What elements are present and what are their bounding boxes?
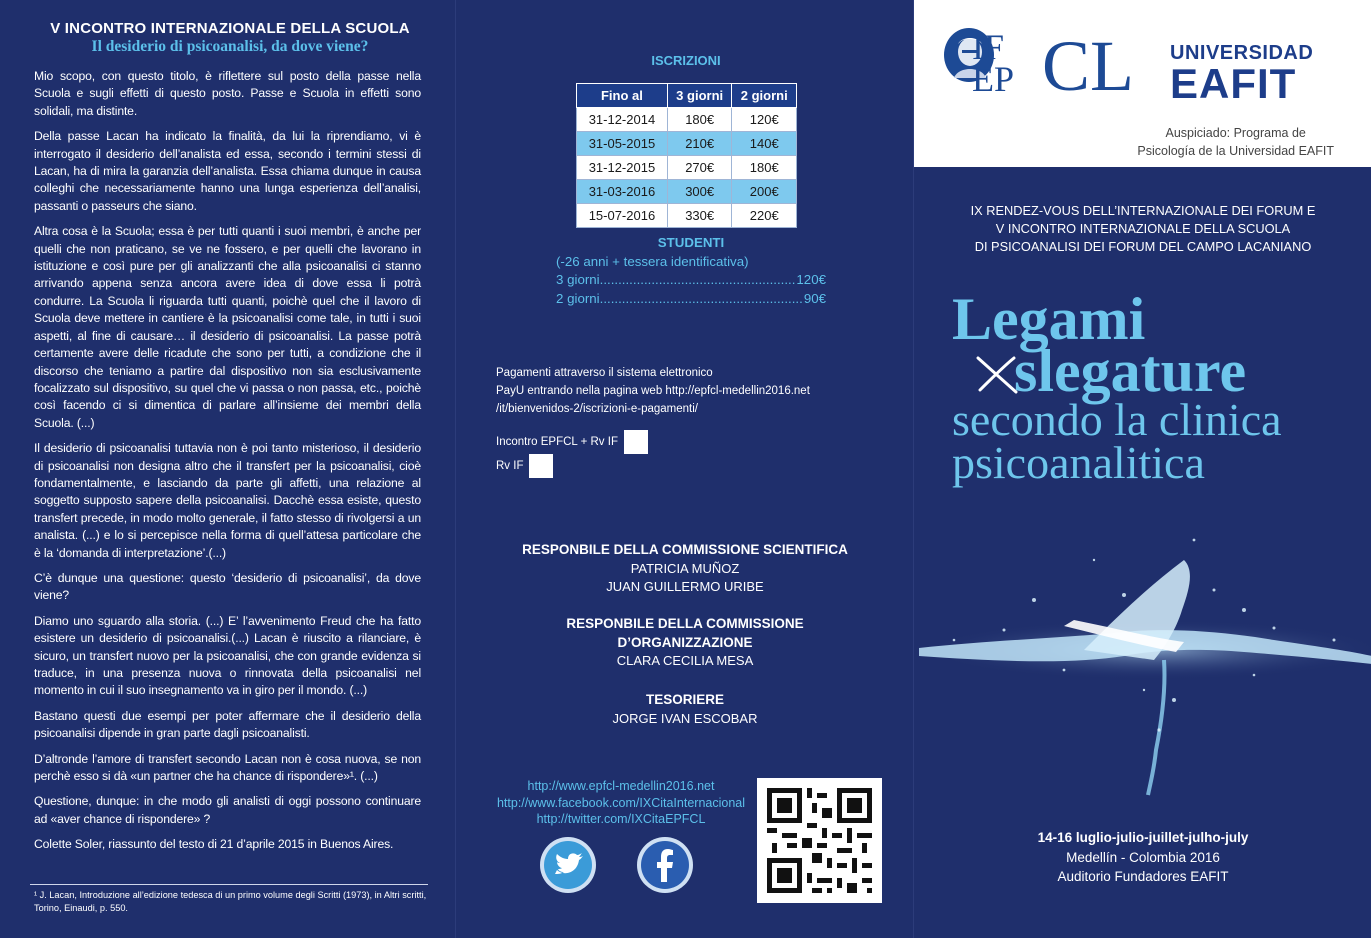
committee-member: JUAN GUILLERMO URIBE bbox=[606, 579, 764, 594]
rvif-checkbox[interactable] bbox=[529, 454, 553, 478]
studenti-note: (-26 anni + tessera identificativa) bbox=[556, 253, 749, 269]
paragraph: Diamo uno sguardo alla storia. (...) E’ l’avvenimento Freud che ha fatto esistere un desiderio di psicoanalisi.(...) Lacan è riuscito a rilanciare, è sicuro, un transfert nuovo per la psicoanalisi, che con grande evidenza si traduce, in una presenza nuova o rinnovata della psicoanalisi nel momento in cui il suo insegnamento va in giro per il mondo. (...) bbox=[34, 613, 421, 698]
studenti-price: 120€ bbox=[796, 272, 826, 287]
committee-member: CLARA CECILIA MESA bbox=[616, 653, 754, 668]
checkbox-label: Rv IF bbox=[496, 460, 524, 472]
table-cell: 15-07-2016 bbox=[577, 204, 668, 228]
checkbox-row-rvif bbox=[496, 454, 553, 478]
treasurer bbox=[456, 691, 914, 728]
middle-panel bbox=[455, 0, 913, 938]
water-splash-image bbox=[914, 500, 1371, 800]
studenti-label: 3 giorni bbox=[556, 272, 600, 287]
studenti-heading: STUDENTI bbox=[657, 235, 725, 250]
column-header: 3 giorni bbox=[667, 84, 732, 108]
event-description bbox=[914, 202, 1371, 256]
event-line: DI PSICOANALISI DEI FORUM DEL CAMPO LACANIANO bbox=[974, 239, 1312, 254]
sponsor-line: Psicología de la Universidad EAFIT bbox=[1137, 144, 1334, 158]
right-panel bbox=[913, 0, 1371, 938]
article-body bbox=[34, 68, 421, 862]
checkbox-row-incontro bbox=[496, 430, 648, 454]
facebook-icon[interactable] bbox=[636, 836, 694, 894]
scientific-committee bbox=[456, 541, 914, 597]
table-cell: 210€ bbox=[667, 132, 732, 156]
paragraph: Questione, dunque: in che modo gli analisti di oggi possono continuare ad «aver chance di rispondere» ? bbox=[34, 794, 421, 826]
paragraph: Della passe Lacan ha indicato la finalità, da lui la riprendiamo, vi è interrogato il desiderio dell’analista ed essa, secondo i termini stessi di Lacan, ha di mira la garanzia dell’analista. Essa chiama dunque in causa colleghi che necessariamente hanno una lunga esperienza dell’analisi, passanti o passeurs che siano. bbox=[34, 129, 421, 213]
twitter-icon[interactable] bbox=[539, 836, 597, 894]
table-row bbox=[577, 108, 797, 132]
sponsor-note bbox=[1137, 124, 1334, 160]
table-row bbox=[577, 180, 797, 204]
payment-line: /it/bienvenidos-2/iscrizioni-e-pagamenti/ bbox=[496, 403, 698, 415]
title-line-slegature bbox=[952, 338, 1282, 404]
paragraph: Mio scopo, con questo titolo, è riflettere sul posto della passe nella Scuola e sugli effetti di questo posto. Passe e Scuola in effetti sono solidali, ma distinte. bbox=[34, 69, 421, 118]
table-header-row bbox=[577, 84, 797, 108]
payment-info bbox=[496, 364, 876, 418]
payment-line: Pagamenti attraverso il sistema elettronico bbox=[496, 367, 713, 379]
table-row bbox=[577, 156, 797, 180]
committee-member: PATRICIA MUÑOZ bbox=[630, 560, 740, 576]
logo-cl-text: CL bbox=[1042, 26, 1135, 106]
paragraph: Bastano questi due esempi per poter affermare che il desiderio della psicoanalisi dipende in gran parte dagli psicoanalisti. bbox=[34, 708, 421, 741]
table-cell: 120€ bbox=[732, 108, 797, 132]
table-cell: 270€ bbox=[667, 156, 732, 180]
paragraph: Altra cosa è la Scuola; essa è per tutti quanti i suoi membri, è anche per quelli che non praticano, se ve ne fossero, e per quelli che lavorano in istituzione e così pure per gli analizzanti che alla psicoanalisi ci stanno arrivando appena senza ancora avere idea di dove essa li potrà condurre. La Scuola li riguarda tutti quanti, poichè quel che il lavoro di Scuola deve mettere in cantiere è la psicoanalisi come tale, in tutti i suoi aspetti, al fine di causare… il desiderio di psicoanalisi. La passe potrà certamente avere delle ricadute che sono per tutti, a condizione che il discorso che teniamo a partire dal dispositivo non sia esclusivamente focalizzato sul dispositivo, su quel che vi passa o non passa, etc., poichè così facendo ci si dimentica di parlare all’insieme dei membri della Scuola. (...) bbox=[34, 224, 421, 430]
table-cell: 330€ bbox=[667, 204, 732, 228]
footnote: ¹ J. Lacan, Introduzione all’edizione tedesca di un primo volume degli Scritti (1973), in Altri scritti, Torino, Einaudi, p. 550. bbox=[34, 890, 427, 913]
table-cell: 180€ bbox=[667, 108, 732, 132]
table-row bbox=[577, 132, 797, 156]
organization-committee bbox=[456, 615, 914, 671]
committee-heading: RESPONBILE DELLA COMMISSIONE SCIENTIFICA bbox=[522, 542, 848, 557]
table-cell: 300€ bbox=[667, 180, 732, 204]
cross-mark-icon bbox=[974, 352, 1020, 396]
paragraph: Il desiderio di psicoanalisi tuttavia non è poi tanto misterioso, il desiderio di psicoanalisi non designa altro che il transfert per la psicoanalisi, cioè fondamentalmente, e lasciando da parte gli affetti, una relazione al soggetto supposto sapere della psicoanalisi. Dacchè essa esiste, questo transfert precede, in modo molto generale, il fatto stesso di rivolgersi a un analista. (...) e lo si percepisce nella forma di quell’attesa particolare che è la ‘domanda di interpretazione’.(...) bbox=[34, 441, 421, 560]
website-link[interactable]: http://www.epfcl-medellin2016.net bbox=[527, 779, 715, 793]
studenti-section bbox=[556, 234, 826, 308]
event-line: IX RENDEZ-VOUS DELL’INTERNAZIONALE DEI FORUM E bbox=[970, 203, 1316, 218]
column-header: Fino al bbox=[577, 84, 668, 108]
sponsor-line: Auspiciado: Programa de bbox=[1165, 126, 1306, 140]
table-cell: 31-05-2015 bbox=[577, 132, 668, 156]
paragraph: D’altronde l’amore di transfert secondo Lacan non è cosa nuova, se non perchè esso si dà «un partner che ha chance di rispondere»¹. (...) bbox=[34, 751, 421, 784]
studenti-label: 2 giorni bbox=[556, 290, 600, 306]
treasurer-heading: TESORIERE bbox=[645, 692, 724, 707]
table-cell: 31-12-2014 bbox=[577, 108, 668, 132]
event-venue: Auditorio Fundadores EAFIT bbox=[1057, 869, 1229, 884]
article-subtitle: Il desiderio di psicoanalisi, da dove viene? bbox=[91, 38, 369, 55]
title-line-secondo: secondo la clinica bbox=[952, 394, 1282, 445]
checkbox-label: Incontro EPFCL + Rv IF bbox=[496, 436, 618, 448]
event-dates: 14-16 luglio-julio-juillet-julho-july bbox=[1037, 830, 1249, 845]
logo-ep-text: EP bbox=[972, 59, 1015, 99]
qr-code bbox=[757, 778, 882, 903]
table-cell: 140€ bbox=[732, 132, 797, 156]
left-panel bbox=[0, 0, 455, 938]
eafit-logo-line1: UNIVERSIDAD bbox=[1170, 42, 1314, 64]
logo-if-text: IF bbox=[972, 27, 1005, 67]
footnote-divider bbox=[30, 884, 428, 885]
committee-heading: RESPONBILE DELLA COMMISSIONE bbox=[566, 616, 804, 631]
eafit-logo bbox=[1170, 42, 1314, 107]
column-header: 2 giorni bbox=[732, 84, 797, 108]
table-cell: 31-03-2016 bbox=[577, 180, 668, 204]
payment-line: PayU entrando nella pagina web http://epfcl-medellin2016.net bbox=[496, 385, 810, 397]
table-cell: 180€ bbox=[732, 156, 797, 180]
incontro-checkbox[interactable] bbox=[624, 430, 648, 454]
main-title bbox=[952, 286, 1282, 488]
table-cell: 31-12-2015 bbox=[577, 156, 668, 180]
table-row bbox=[577, 204, 797, 228]
signature-paragraph: Colette Soler, riassunto del testo di 21 d’aprile 2015 in Buenos Aires. bbox=[34, 837, 394, 852]
eafit-logo-line2: EAFIT bbox=[1170, 60, 1297, 107]
paragraph: C’è dunque una questione: questo ‘desiderio di psicoanalisi’, da dove viene? bbox=[34, 570, 421, 603]
title-word-slegature: slegature bbox=[1014, 338, 1247, 404]
dot-leader bbox=[600, 271, 797, 290]
table-cell: 200€ bbox=[732, 180, 797, 204]
studenti-price: 90€ bbox=[803, 290, 826, 306]
event-place: Medellín - Colombia 2016 bbox=[1066, 849, 1220, 865]
treasurer-name: JORGE IVAN ESCOBAR bbox=[612, 710, 758, 726]
twitter-link[interactable]: http://twitter.com/IXCitaEPFCL bbox=[536, 812, 706, 826]
fees-table bbox=[576, 83, 797, 228]
table-cell: 220€ bbox=[732, 204, 797, 228]
title-line-psicoanalitica: psicoanalitica bbox=[952, 437, 1205, 488]
iscrizioni-heading: ISCRIZIONI bbox=[651, 53, 721, 68]
committee-heading: D’ORGANIZZAZIONE bbox=[617, 634, 753, 650]
studenti-price-row bbox=[556, 271, 826, 290]
studenti-price-row bbox=[556, 290, 826, 309]
title-word-legami: Legami bbox=[952, 286, 1146, 352]
header-logos bbox=[914, 0, 1371, 167]
facebook-link[interactable]: http://www.facebook.com/IXCitaInternacional bbox=[496, 795, 746, 810]
event-line: V INCONTRO INTERNAZIONALE DELLA SCUOLA bbox=[995, 221, 1291, 236]
dot-leader bbox=[600, 290, 804, 309]
article-header bbox=[30, 20, 430, 56]
article-title: V INCONTRO INTERNAZIONALE DELLA SCUOLA bbox=[50, 20, 410, 37]
links bbox=[491, 778, 751, 828]
event-details bbox=[914, 828, 1371, 887]
